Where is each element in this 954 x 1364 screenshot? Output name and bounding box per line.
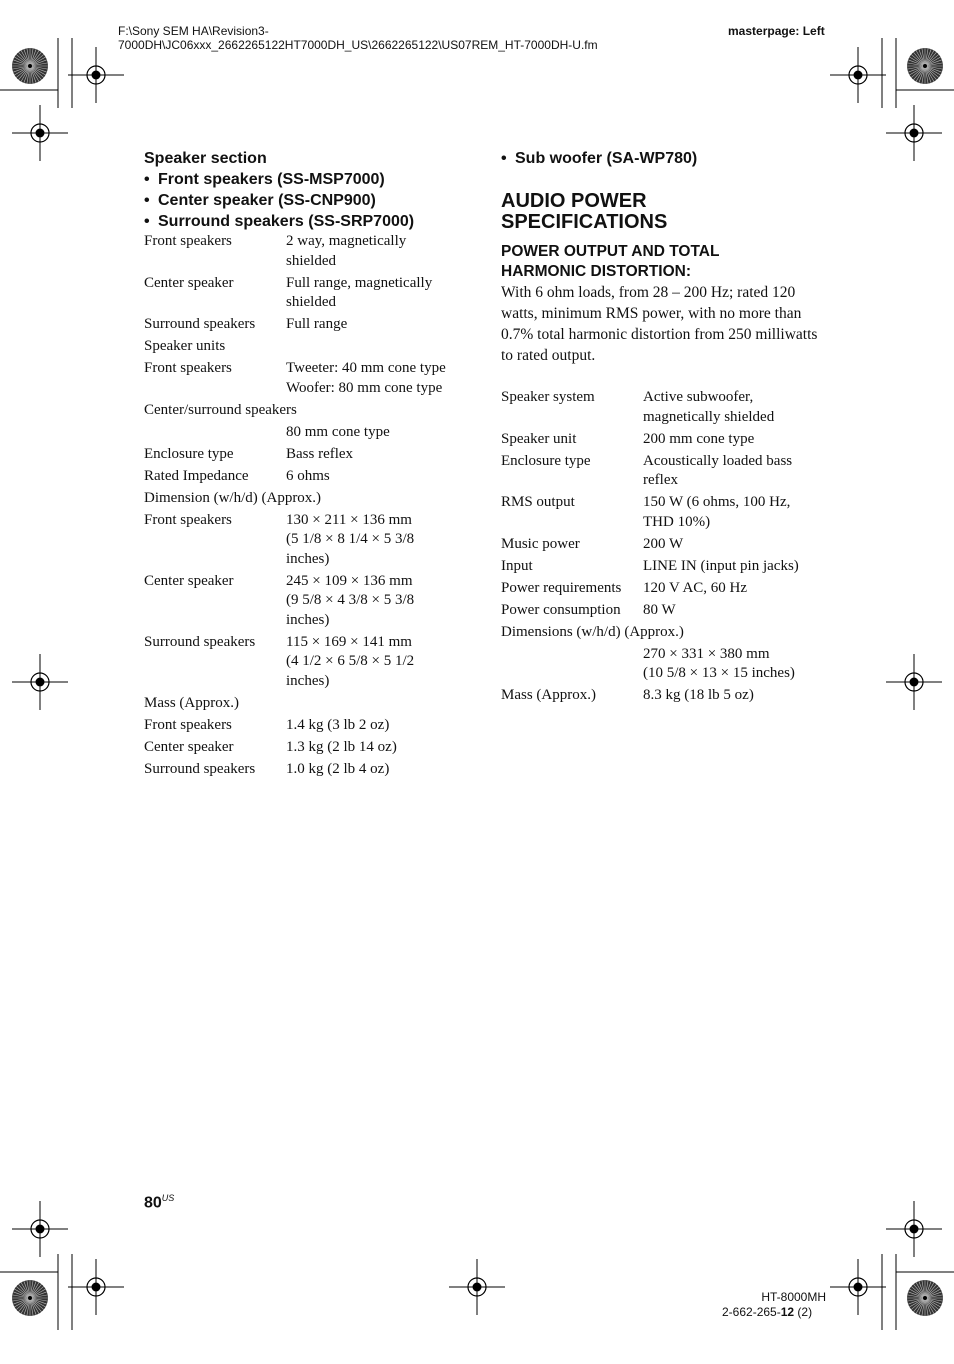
spec-group-label: Mass (Approx.) <box>144 694 239 711</box>
spec-label: RMS output <box>501 494 575 510</box>
bullet-dot: • <box>144 213 150 230</box>
spec-label: Front speakers <box>144 233 232 249</box>
spec-value-line: Bass reflex <box>286 445 354 462</box>
spec-value-line: 80 mm cone type <box>286 423 390 440</box>
spec-label: Rated Impedance <box>144 467 249 484</box>
bullet-dot: • <box>501 150 507 167</box>
crosshair-registration-icon <box>886 1201 942 1257</box>
spec-label: Enclosure type <box>144 445 234 462</box>
spec-value-line: LINE IN (input pin jacks) <box>643 557 799 574</box>
spec-value-line: 1.3 kg (2 lb 14 oz) <box>286 738 397 755</box>
spec-value-line: 2 way, magnetically <box>286 233 407 249</box>
spec-value-line: 115 × 169 × 141 mm <box>286 633 412 650</box>
spec-label: Speaker unit <box>501 430 577 447</box>
spec-value-line: THD 10%) <box>643 513 711 530</box>
spec-label: Front speakers <box>144 360 232 376</box>
spec-value-line: (9 5/8 × 4 3/8 × 5 3/8 <box>286 592 415 608</box>
power-output-subheading-line-2: HARMONIC DISTORTION: <box>501 263 692 280</box>
spec-value-line: (4 1/2 × 6 5/8 × 5 1/2 <box>286 653 415 669</box>
audio-power-heading-line-1: AUDIO POWER <box>501 190 647 212</box>
spec-value-line: shielded <box>286 252 336 269</box>
spec-label: Mass (Approx.) <box>501 687 596 703</box>
crosshair-registration-icon <box>830 47 886 103</box>
spec-value-line: 245 × 109 × 136 mm <box>286 572 413 589</box>
crosshair-registration-icon <box>12 1201 68 1257</box>
spec-label: Surround speakers <box>144 633 256 650</box>
crosshair-registration-icon <box>68 1259 124 1315</box>
speaker-bullet-text: Surround speakers (SS-SRP7000) <box>158 213 415 230</box>
masterpage-label: masterpage: Left <box>728 24 825 38</box>
spec-label: Enclosure type <box>501 452 591 469</box>
crosshair-registration-icon <box>68 47 124 103</box>
spec-value-line: (5 1/8 × 8 1/4 × 5 3/8 <box>286 531 415 547</box>
part-number-bold: 12 <box>780 1305 795 1319</box>
part-number-suffix: (2) <box>794 1305 813 1319</box>
spec-value-line: Full range <box>286 316 348 332</box>
spec-label: Surround speakers <box>144 316 256 332</box>
spec-label: Center speaker <box>144 738 234 755</box>
spec-label: Input <box>501 557 533 574</box>
spec-value-line: (10 5/8 × 13 × 15 inches) <box>643 665 795 681</box>
crosshair-registration-icon <box>449 1259 505 1315</box>
spec-value-line: inches) <box>286 672 330 689</box>
spec-value-line: shielded <box>286 294 336 310</box>
spec-group-label: Speaker units <box>144 338 226 354</box>
spec-group-label: Dimensions (w/h/d) (Approx.) <box>501 623 684 640</box>
spec-value-line: Acoustically loaded bass <box>643 452 793 469</box>
spec-value-line: Woofer: 80 mm cone type <box>286 379 443 396</box>
spec-label: Center speaker <box>144 274 234 291</box>
audio-power-heading-line-2: SPECIFICATIONS <box>501 211 668 233</box>
speaker-bullet-text: Center speaker (SS-CNP900) <box>158 192 376 209</box>
starburst-registration-icon <box>905 46 945 86</box>
spec-label: Surround speakers <box>144 760 256 777</box>
speaker-bullet-text: Front speakers (SS-MSP7000) <box>158 171 385 188</box>
page-number-value: 80 <box>144 1194 162 1212</box>
spec-group-label: Center/surround speakers <box>144 401 297 418</box>
spec-value-line: 120 V AC, 60 Hz <box>643 579 748 596</box>
spec-value-line: Active subwoofer, <box>643 389 754 405</box>
spec-value-line: 150 W (6 ohms, 100 Hz, <box>643 494 791 510</box>
spec-value-line: 8.3 kg (18 lb 5 oz) <box>643 687 754 703</box>
spec-value-line: 80 W <box>643 601 676 618</box>
page-number-suffix: US <box>161 1193 175 1203</box>
spec-group-label: Dimension (w/h/d) (Approx.) <box>144 489 322 506</box>
file-path-line-1: F:\Sony SEM HA\Revision3- <box>118 24 269 38</box>
spec-value-line: 1.0 kg (2 lb 4 oz) <box>286 760 390 777</box>
spec-label: Power requirements <box>501 579 622 596</box>
power-output-paragraph: With 6 ohm loads, from 28 – 200 Hz; rated 120 watts, minimum RMS power, with no more than 0.7% total harmonic distortion from 250 milliwatts to rated output. <box>501 284 818 364</box>
spec-value-line: 6 ohms <box>286 467 330 484</box>
crosshair-registration-icon <box>12 105 68 161</box>
spec-label: Center speaker <box>144 572 234 589</box>
starburst-registration-icon <box>10 1278 50 1318</box>
bullet-dot: • <box>144 171 150 188</box>
crosshair-registration-icon <box>12 654 68 710</box>
crosshair-registration-icon <box>886 654 942 710</box>
spec-value-line: 130 × 211 × 136 mm <box>286 511 412 528</box>
spec-value-line: 200 W <box>643 535 684 552</box>
file-path-line-2: 7000DH\JC06xxx_2662265122HT7000DH_US\2662265122\US07REM_HT-7000DH-U.fm <box>118 38 598 52</box>
spec-value-line: inches) <box>286 611 330 628</box>
spec-label: Speaker system <box>501 389 595 405</box>
speaker-section-title: Speaker section <box>144 150 267 167</box>
bullet-dot: • <box>144 192 150 209</box>
spec-value-line: 1.4 kg (3 lb 2 oz) <box>286 716 390 733</box>
spec-label: Power consumption <box>501 601 621 618</box>
part-number-prefix: 2-662-265- <box>722 1305 781 1319</box>
power-output-subheading-line-1: POWER OUTPUT AND TOTAL <box>501 243 720 260</box>
starburst-registration-icon <box>905 1278 945 1318</box>
spec-label: Front speakers <box>144 511 232 528</box>
crosshair-registration-icon <box>886 105 942 161</box>
spec-value-line: reflex <box>643 472 678 488</box>
starburst-registration-icon <box>10 46 50 86</box>
crosshair-registration-icon <box>830 1259 886 1315</box>
spec-value-line: Tweeter: 40 mm cone type <box>286 360 446 376</box>
spec-value-line: inches) <box>286 550 330 567</box>
model-number: HT-8000MH <box>761 1290 826 1304</box>
spec-label: Front speakers <box>144 716 232 733</box>
subwoofer-bullet-text: Sub woofer (SA-WP780) <box>515 150 698 167</box>
spec-value-line: Full range, magnetically <box>286 274 433 291</box>
spec-label: Music power <box>501 535 580 552</box>
spec-value-line: magnetically shielded <box>643 408 775 425</box>
spec-value-line: 270 × 331 × 380 mm <box>643 645 770 662</box>
spec-value-line: 200 mm cone type <box>643 430 755 447</box>
